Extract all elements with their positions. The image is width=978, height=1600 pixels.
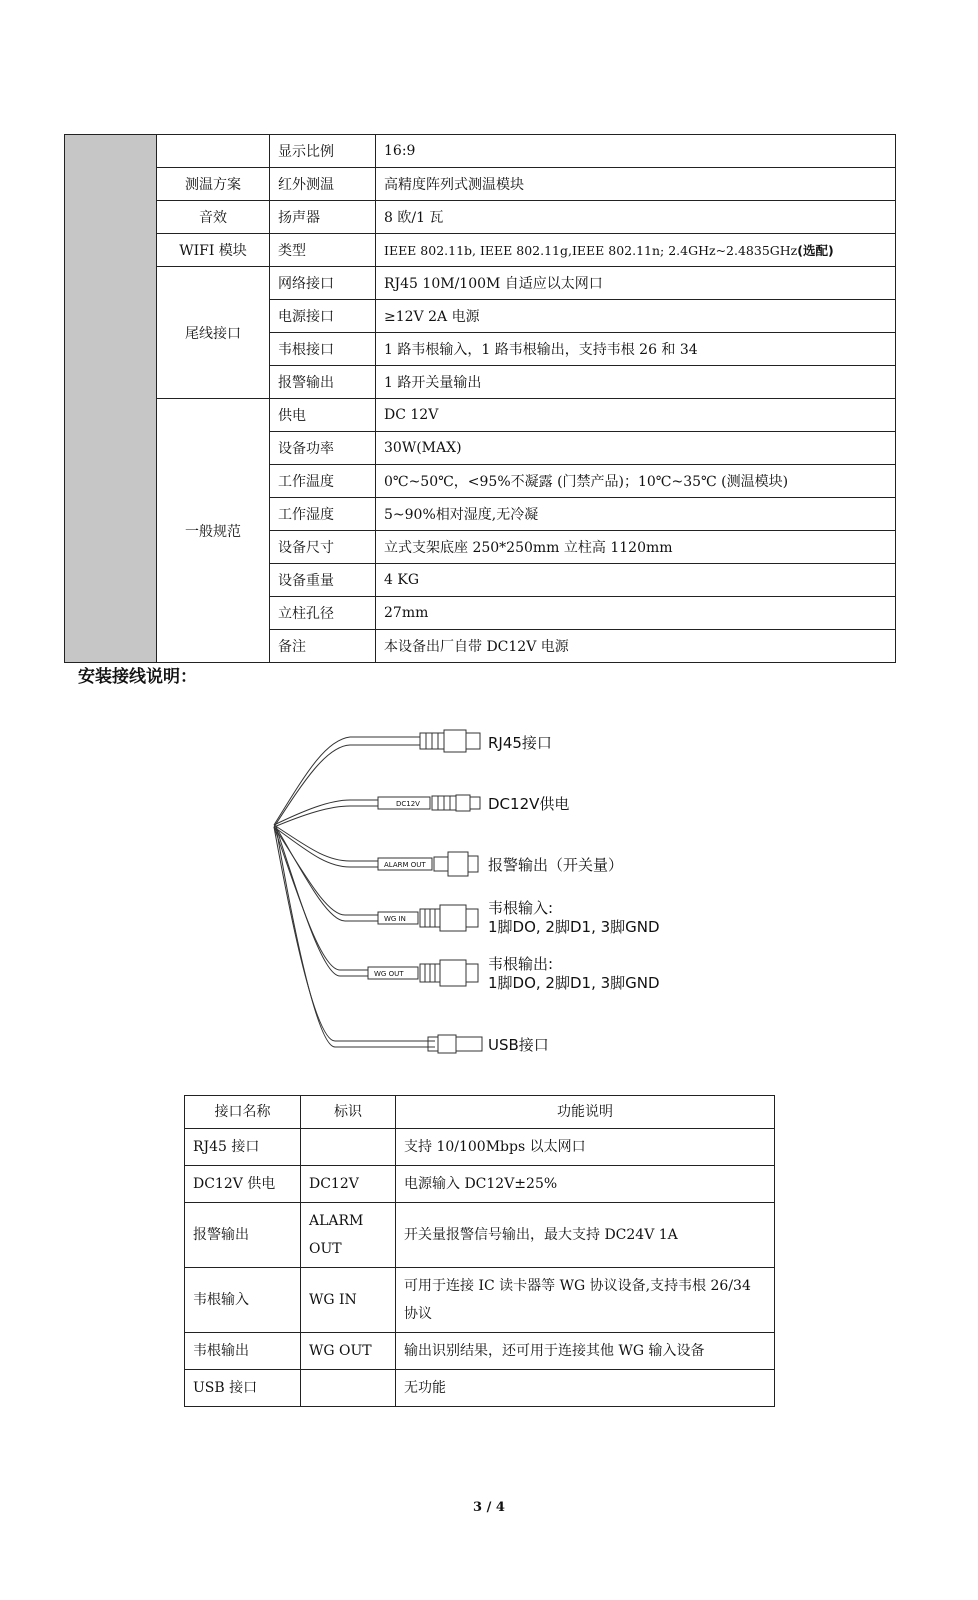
group-cell-general: 一般规范 [157,399,270,663]
alarm-label: 报警输出（开关量） [488,856,624,874]
wg-in-tag: WG IN [384,915,406,923]
port-name-cell: 报警输出 [185,1203,301,1268]
port-desc-cell: 可用于连接 IC 读卡器等 WG 协议设备,支持韦根 26/34 协议 [396,1268,775,1333]
wg-in-label-line2: 1脚DO, 2脚D1, 3脚GND [488,918,660,936]
port-desc-cell: 支持 10/100Mbps 以太网口 [396,1129,775,1166]
rj45-label: RJ45接口 [488,734,552,752]
group-cell [157,135,270,168]
group-cell: 测温方案 [157,168,270,201]
port-mark-cell: DC12V [301,1166,396,1203]
value-cell: 高精度阵列式测温模块 [376,168,896,201]
wg-out-label-line1: 韦根输出: [488,955,554,973]
table-row [185,1203,775,1268]
wg-in-label-line1: 韦根输入: [488,899,554,917]
table-row [65,201,896,234]
usb-label: USB接口 [488,1036,549,1054]
port-mark-cell [301,1370,396,1407]
spec-table [64,134,896,663]
value-cell: ≥12V 2A 电源 [376,300,896,333]
port-desc-cell: 开关量报警信号输出，最大支持 DC24V 1A [396,1203,775,1268]
port-desc-cell: 输出识别结果，还可用于连接其他 WG 输入设备 [396,1333,775,1370]
table-row [185,1333,775,1370]
table-row [185,1166,775,1203]
column-header: 功能说明 [396,1096,775,1129]
table-row [185,1370,775,1407]
group-cell-tail: 尾线接口 [157,267,270,399]
param-cell: 韦根接口 [270,333,376,366]
port-mark-cell: ALARM OUT [301,1203,396,1268]
value-cell: 4 KG [376,564,896,597]
param-cell: 设备尺寸 [270,531,376,564]
param-cell: 设备重量 [270,564,376,597]
value-cell: 8 欧/1 瓦 [376,201,896,234]
value-cell [376,234,896,267]
param-cell: 类型 [270,234,376,267]
param-cell: 扬声器 [270,201,376,234]
value-cell: 5~90%相对湿度,无冷凝 [376,498,896,531]
dc12v-connector [378,795,480,811]
value-cell: 1 路开关量输出 [376,366,896,399]
port-name-cell: 韦根输出 [185,1333,301,1370]
table-row [65,267,896,300]
dc12v-tag: DC12V [396,800,420,808]
group-cell: 音效 [157,201,270,234]
cable-rj45 [274,737,420,827]
param-cell: 供电 [270,399,376,432]
param-cell: 网络接口 [270,267,376,300]
table-row [65,135,896,168]
port-mark-cell: WG OUT [301,1333,396,1370]
usb-connector [428,1035,482,1053]
value-cell: 1 路韦根输入，1 路韦根输出，支持韦根 26 和 34 [376,333,896,366]
param-cell: 工作温度 [270,465,376,498]
port-mark-cell: WG IN [301,1268,396,1333]
port-mark-cell [301,1129,396,1166]
table-row [65,168,896,201]
value-text: IEEE 802.11b, IEEE 802.11g,IEEE 802.11n; 2.4GHz~2.4835GHz [384,243,798,258]
value-cell: 本设备出厂自带 DC12V 电源 [376,630,896,663]
column-header: 接口名称 [185,1096,301,1129]
wiring-heading: 安装接线说明： [78,667,197,687]
wg-out-label-line2: 1脚DO, 2脚D1, 3脚GND [488,974,660,992]
page-number: 3 / 4 [473,1500,505,1515]
port-table [184,1095,775,1407]
table-row [185,1268,775,1333]
value-suffix: (选配) [797,243,834,258]
value-cell: 0℃~50℃，<95%不凝露 (门禁产品)；10℃~35℃ (测温模块) [376,465,896,498]
alarm-tag: ALARM OUT [384,861,426,869]
value-cell: 16:9 [376,135,896,168]
param-cell: 设备功率 [270,432,376,465]
table-row [65,234,896,267]
port-name-cell: DC12V 供电 [185,1166,301,1203]
value-cell: DC 12V [376,399,896,432]
table-row [65,399,896,432]
value-cell: 立式支架底座 250*250mm 立柱高 1120mm [376,531,896,564]
wiring-diagram [260,715,700,1060]
param-cell: 电源接口 [270,300,376,333]
port-name-cell: USB 接口 [185,1370,301,1407]
param-cell: 备注 [270,630,376,663]
port-desc-cell: 无功能 [396,1370,775,1407]
column-header: 标识 [301,1096,396,1129]
param-cell: 显示比例 [270,135,376,168]
dc12v-label: DC12V供电 [488,795,570,813]
cable-usb [274,827,435,1047]
param-cell: 工作湿度 [270,498,376,531]
value-cell: 27mm [376,597,896,630]
param-cell: 立柱孔径 [270,597,376,630]
port-name-cell: RJ45 接口 [185,1129,301,1166]
value-cell: RJ45 10M/100M 自适应以太网口 [376,267,896,300]
table-row [185,1129,775,1166]
rj45-connector [420,730,480,752]
port-desc-cell: 电源输入 DC12V±25% [396,1166,775,1203]
port-name-cell: 韦根输入 [185,1268,301,1333]
wg-out-tag: WG OUT [374,970,404,978]
cable-alarm [274,825,378,867]
group-cell: WIFI 模块 [157,234,270,267]
value-cell: 30W(MAX) [376,432,896,465]
param-cell: 红外测温 [270,168,376,201]
table-header-row [185,1096,775,1129]
grey-side-cell [65,135,157,663]
param-cell: 报警输出 [270,366,376,399]
